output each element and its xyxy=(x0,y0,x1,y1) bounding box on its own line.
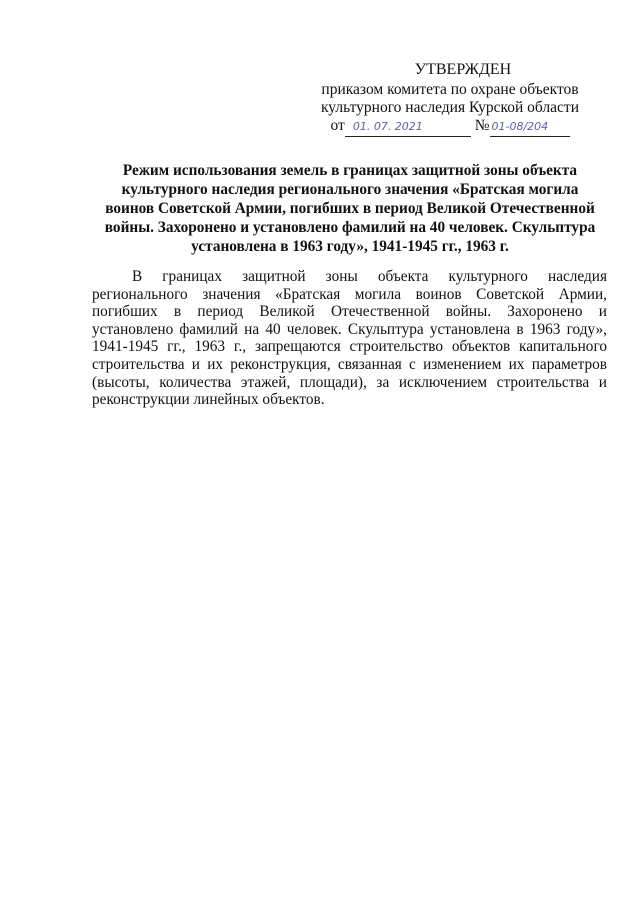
approval-block xyxy=(300,61,600,137)
date-prefix: от xyxy=(330,117,345,134)
number-prefix: № xyxy=(474,117,490,134)
document-title xyxy=(100,161,600,256)
approval-date-number xyxy=(300,117,600,137)
title-line: Режим использования земель в границах защитной зоны объекта xyxy=(122,162,578,179)
body-line: регионального значения «Братская могила воинов Советской Армии, xyxy=(92,285,607,303)
approval-line: приказом комитета по охране объектов xyxy=(321,81,579,98)
body-line: (высоты, количества этажей, площади), за исключением строительства и xyxy=(92,373,607,391)
approval-line: культурного наследия Курской области xyxy=(321,99,579,116)
body-line: строительства и их реконструкция, связанная с изменением их параметров xyxy=(92,355,607,373)
title-line: войны. Захоронено и установлено фамилий на 40 человек. Скульптура xyxy=(104,219,596,236)
body-line: реконструкции линейных объектов. xyxy=(92,391,325,409)
body-paragraph xyxy=(92,268,607,409)
handwritten-number: 01-08/204 xyxy=(490,118,570,137)
body-line: погибших в период Великой Отечественной войны. Захоронено и xyxy=(92,303,607,321)
body-line: В границах защитной зоны объекта культурного наследия xyxy=(132,268,607,285)
title-line: культурного наследия регионального значения «Братская могила xyxy=(121,181,579,198)
title-line: воинов Советской Армии, погибших в период Великой Отечественной xyxy=(105,200,595,217)
approval-heading: УТВЕРЖДЕН xyxy=(414,61,512,78)
body-line: 1941-1945 гг., 1963 г., запрещаются строительство объектов капитального xyxy=(92,338,607,356)
title-line: установлена в 1963 году», 1941-1945 гг., 1963 г. xyxy=(191,238,509,255)
handwritten-date: 01. 07. 2021 xyxy=(345,118,471,137)
body-line: установлено фамилий на 40 человек. Скульптура установлена в 1963 году», xyxy=(92,320,607,338)
